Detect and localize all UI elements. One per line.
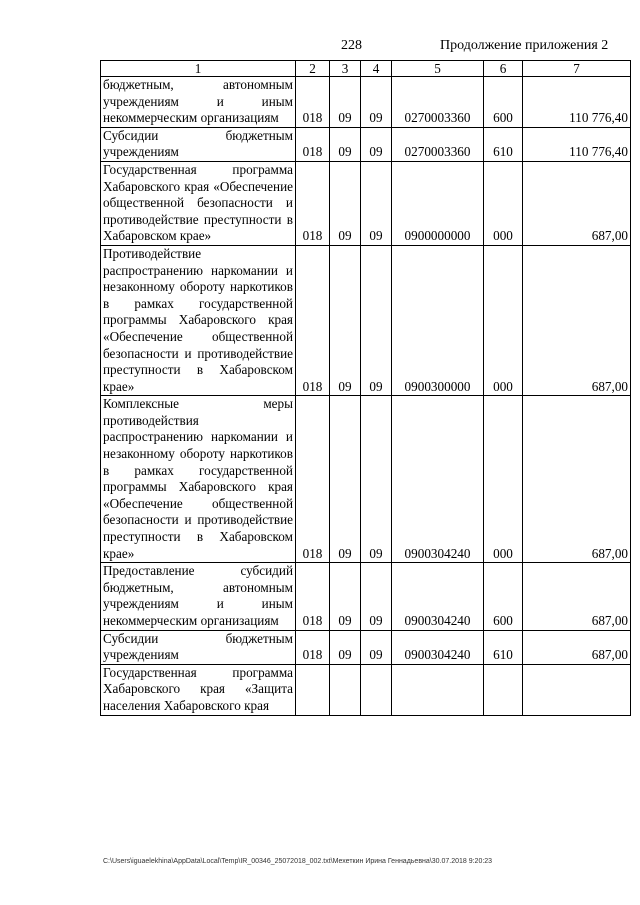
row-pr: 09 bbox=[361, 127, 392, 161]
table-header-row bbox=[101, 61, 631, 77]
row-ved: 018 bbox=[296, 630, 330, 664]
row-pr: 09 bbox=[361, 245, 392, 395]
row-vr: 000 bbox=[484, 245, 523, 395]
row-csr: 0900300000 bbox=[392, 245, 484, 395]
row-rz: 09 bbox=[330, 77, 361, 128]
column-header: 6 bbox=[484, 61, 523, 77]
row-ved: 018 bbox=[296, 396, 330, 563]
file-path-footer: C:\Users\iguaelekhina\AppData\Local\Temp\IR_00346_25072018_002.txt\Мехеткин Ирина Геннадьевна\30.07.2018 9:20:23 bbox=[103, 858, 493, 865]
row-rz: 09 bbox=[330, 630, 361, 664]
table-row bbox=[101, 396, 631, 563]
row-ved bbox=[296, 664, 330, 715]
row-sum: 687,00 bbox=[523, 396, 631, 563]
budget-table bbox=[100, 60, 631, 716]
table-row bbox=[101, 161, 631, 245]
row-csr: 0900304240 bbox=[392, 563, 484, 630]
column-header: 1 bbox=[101, 61, 296, 77]
row-pr: 09 bbox=[361, 563, 392, 630]
row-rz: 09 bbox=[330, 563, 361, 630]
row-pr: 09 bbox=[361, 161, 392, 245]
row-ved: 018 bbox=[296, 127, 330, 161]
continuation-label: Продолжение приложения 2 bbox=[440, 38, 609, 53]
column-header: 5 bbox=[392, 61, 484, 77]
table-row bbox=[101, 245, 631, 395]
row-vr: 600 bbox=[484, 77, 523, 128]
row-vr: 610 bbox=[484, 630, 523, 664]
row-csr: 0270003360 bbox=[392, 127, 484, 161]
row-ved: 018 bbox=[296, 563, 330, 630]
column-header: 4 bbox=[361, 61, 392, 77]
row-sum: 687,00 bbox=[523, 563, 631, 630]
row-name: Государственная программа Хабаровского края «Защита населения Хабаровского края bbox=[101, 664, 296, 715]
row-rz bbox=[330, 664, 361, 715]
table-row bbox=[101, 77, 631, 128]
row-ved: 018 bbox=[296, 161, 330, 245]
row-vr: 600 bbox=[484, 563, 523, 630]
row-pr: 09 bbox=[361, 77, 392, 128]
row-csr: 0270003360 bbox=[392, 77, 484, 128]
row-sum: 110 776,40 bbox=[523, 77, 631, 128]
row-sum: 687,00 bbox=[523, 245, 631, 395]
row-sum bbox=[523, 664, 631, 715]
row-name: Комплексные меры противодействия распространению наркомании и незаконному обороту наркотиков в рамках государственной программы Хабаровского края «Обеспечение общественной безопасности и противодействие преступности в Хабаровском крае» bbox=[101, 396, 296, 563]
column-header: 3 bbox=[330, 61, 361, 77]
row-vr: 610 bbox=[484, 127, 523, 161]
page-number: 228 bbox=[341, 38, 362, 53]
table-row bbox=[101, 127, 631, 161]
row-vr: 000 bbox=[484, 396, 523, 563]
row-ved: 018 bbox=[296, 245, 330, 395]
row-vr bbox=[484, 664, 523, 715]
row-name: Противодействие распространению наркомании и незаконному обороту наркотиков в рамках государственной программы Хабаровского края «Обеспечение общественной безопасности и противодействие преступности в Хабаровском крае» bbox=[101, 245, 296, 395]
row-csr: 0900304240 bbox=[392, 630, 484, 664]
row-sum: 110 776,40 bbox=[523, 127, 631, 161]
row-rz: 09 bbox=[330, 127, 361, 161]
column-header: 2 bbox=[296, 61, 330, 77]
row-csr: 0900304240 bbox=[392, 396, 484, 563]
row-pr: 09 bbox=[361, 396, 392, 563]
row-name: Субсидии бюджетным учреждениям bbox=[101, 127, 296, 161]
row-sum: 687,00 bbox=[523, 630, 631, 664]
row-csr bbox=[392, 664, 484, 715]
row-name: Государственная программа Хабаровского края «Обеспечение общественной безопасности и противодействие преступности в Хабаровском крае» bbox=[101, 161, 296, 245]
row-rz: 09 bbox=[330, 396, 361, 563]
table-row bbox=[101, 664, 631, 715]
row-pr: 09 bbox=[361, 630, 392, 664]
row-name: бюджетным, автономным учреждениям и иным некоммерческим организациям bbox=[101, 77, 296, 128]
row-name: Субсидии бюджетным учреждениям bbox=[101, 630, 296, 664]
row-name: Предоставление субсидий бюджетным, автономным учреждениям и иным некоммерческим организациям bbox=[101, 563, 296, 630]
row-ved: 018 bbox=[296, 77, 330, 128]
table-row bbox=[101, 630, 631, 664]
table-row bbox=[101, 563, 631, 630]
row-vr: 000 bbox=[484, 161, 523, 245]
row-pr bbox=[361, 664, 392, 715]
row-rz: 09 bbox=[330, 245, 361, 395]
row-csr: 0900000000 bbox=[392, 161, 484, 245]
column-header: 7 bbox=[523, 61, 631, 77]
row-sum: 687,00 bbox=[523, 161, 631, 245]
row-rz: 09 bbox=[330, 161, 361, 245]
